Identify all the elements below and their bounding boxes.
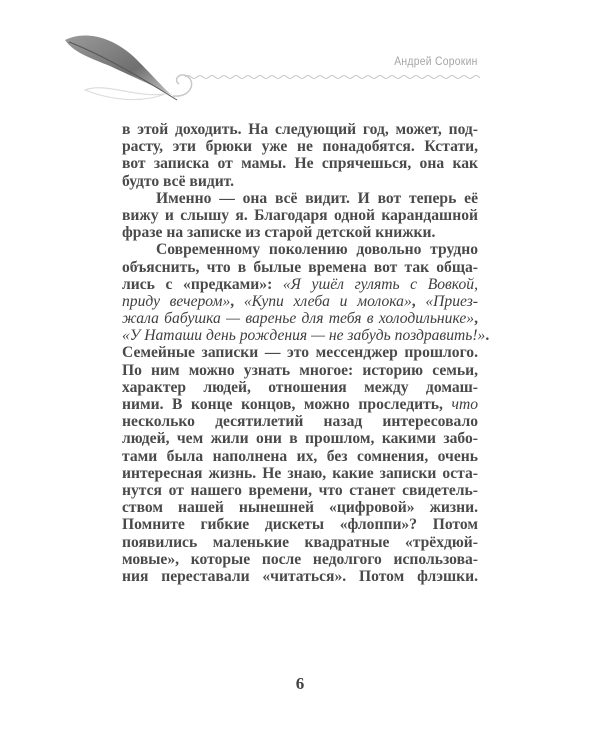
text-line <box>122 551 478 568</box>
text-line <box>122 121 478 138</box>
text-segment: ния переставали «читаться». Потом флэшки. <box>122 567 478 585</box>
text-line <box>122 155 478 172</box>
text-line <box>122 396 478 413</box>
text-line <box>122 534 478 551</box>
italic-quote: приду вечером» <box>122 292 231 310</box>
text-segment: По ним можно узнать многое: историю семьи, <box>122 361 478 379</box>
page-number: 6 <box>295 674 305 693</box>
text-line <box>122 379 478 396</box>
text-segment: фразе на записке из старой детской книжки. <box>122 224 436 242</box>
text-line <box>122 516 478 533</box>
text-line <box>122 241 478 258</box>
text-segment: Современному поколению довольно трудно <box>156 241 478 259</box>
text-segment: людей, чем жили они в прошлом, какими забо- <box>122 430 478 448</box>
text-line <box>122 327 490 345</box>
text-line <box>122 310 478 327</box>
text-segment: появились маленькие квадратные «трёхдюй- <box>122 533 478 551</box>
italic-quote: жала бабушка — варенье для тебя в холодильнике» <box>122 310 475 328</box>
italic-quote: «У Наташи день рождения — не забудь поздравить!» <box>122 327 486 345</box>
text-line <box>122 138 478 155</box>
text-segment: . <box>485 327 490 345</box>
text-segment: лись с «предками»: <box>122 275 283 293</box>
feather-quill-icon <box>55 28 205 103</box>
text-segment: Семейные записки — это мессенджер прошлого. <box>122 344 478 362</box>
text-line <box>122 190 478 207</box>
text-segment: в этой доходить. На следующий год, может, под- <box>122 121 478 138</box>
text-segment: Именно — она всё видит. И вот теперь её <box>156 189 478 207</box>
text-line <box>122 344 478 361</box>
italic-quote: «Я ушёл гулять с Вовкой, <box>282 275 478 293</box>
text-segment: характер людей, отношения между домаш- <box>122 378 478 396</box>
text-line <box>122 568 478 585</box>
text-line <box>122 293 478 310</box>
text-segment: интересная жизнь. Не знаю, какие записки оста- <box>122 464 478 482</box>
text-segment: объяснить, что в былые времена вот так обща- <box>122 258 478 276</box>
text-segment: , <box>411 292 426 310</box>
italic-quote: что <box>451 396 478 413</box>
text-line <box>122 362 478 379</box>
text-segment: мовые», которые после недолгого использова- <box>122 550 478 568</box>
text-line <box>122 276 478 293</box>
running-header-author: Андрей Сорокин <box>394 56 478 68</box>
text-line <box>122 173 478 190</box>
text-segment: тами была наполнена их, без сомнения, очень <box>122 447 478 465</box>
text-segment: нутся от нашего времени, что станет свидетель- <box>122 481 478 499</box>
text-line <box>122 413 478 430</box>
text-line <box>122 259 478 276</box>
text-line <box>122 482 478 499</box>
text-line <box>122 224 478 241</box>
text-line <box>122 430 478 447</box>
text-line <box>122 499 478 516</box>
text-segment: ством нашей нынешней «цифровой» жизни. <box>122 499 478 517</box>
text-segment: вот записка от мамы. Не спрячешься, она как <box>122 155 478 173</box>
text-line <box>122 207 478 224</box>
italic-quote: «Приез- <box>425 292 478 310</box>
text-segment: , <box>230 292 244 310</box>
text-segment: , <box>474 310 478 328</box>
text-segment: расту, эти брюки уже не понадобятся. Кстати, <box>122 138 478 156</box>
text-segment: вижу и слышу я. Благодаря одной карандашной <box>122 206 478 224</box>
text-segment: будто всё видит. <box>122 172 235 190</box>
text-line <box>122 465 478 482</box>
wavy-divider <box>185 72 480 82</box>
text-segment: ними. В конце концов, можно проследить, <box>122 396 452 413</box>
text-segment: несколько десятилетий назад интересовало <box>122 413 478 431</box>
text-line <box>122 448 478 465</box>
body-text <box>122 121 490 585</box>
italic-quote: «Купи хлеба и молока» <box>243 292 412 310</box>
text-segment: Помните гибкие дискеты «флоппи»? Потом <box>122 516 478 534</box>
